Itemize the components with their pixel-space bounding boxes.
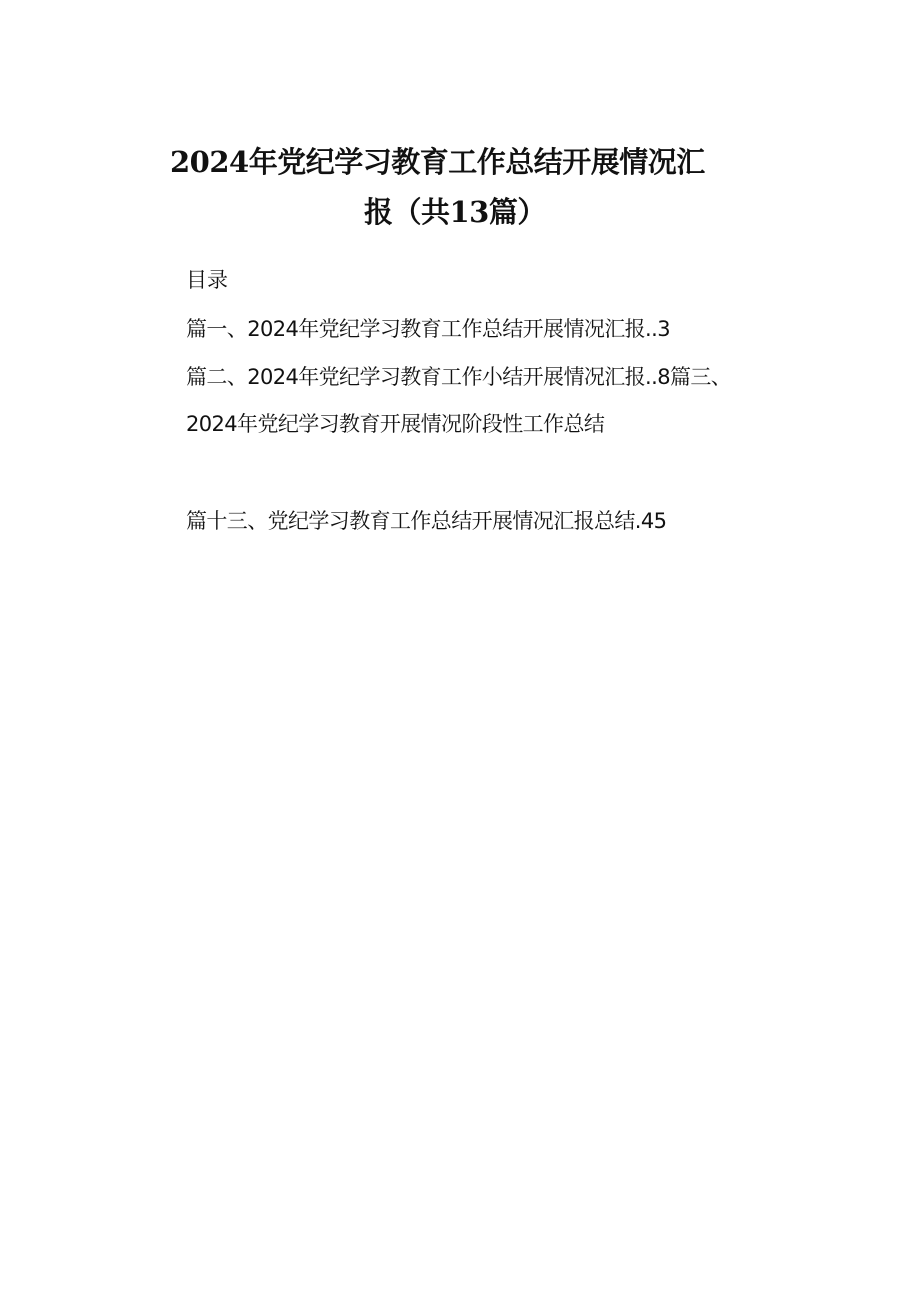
- toc-entry-2[interactable]: 篇二、2024年党纪学习教育工作小结开展情况汇报..8篇三、: [186, 365, 732, 389]
- toc-entry-13[interactable]: 篇十三、党纪学习教育工作总结开展情况汇报总结.45: [186, 509, 667, 533]
- document-title-line-2: 报（共13篇）: [364, 195, 546, 229]
- toc-entry-1[interactable]: 篇一、2024年党纪学习教育工作总结开展情况汇报..3: [186, 317, 670, 341]
- document-title-line-1: 2024年党纪学习教育工作总结开展情况汇: [170, 145, 705, 179]
- toc-heading: 目录: [186, 268, 228, 292]
- toc-entry-3[interactable]: 2024年党纪学习教育开展情况阶段性工作总结: [186, 412, 605, 436]
